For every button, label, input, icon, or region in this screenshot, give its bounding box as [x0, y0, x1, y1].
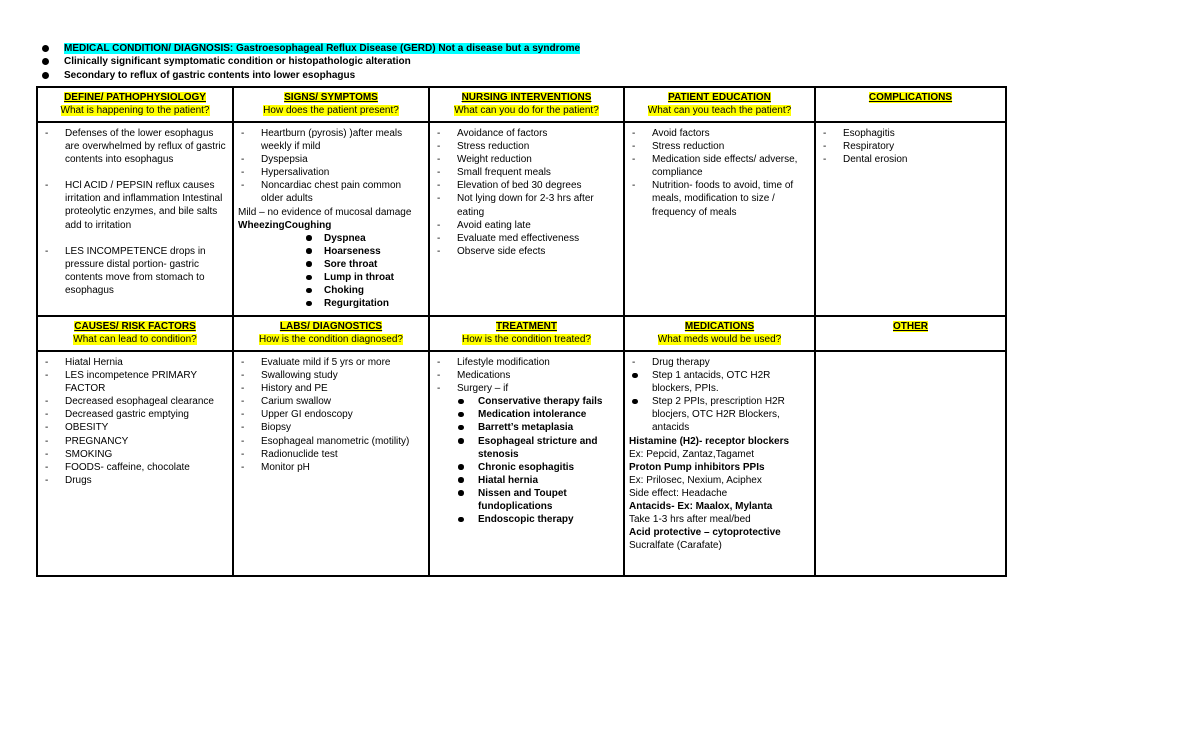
other-body [815, 351, 1006, 576]
acid-protective-title: Acid protective – cytoprotective [629, 527, 781, 539]
list-item: - Drugs [42, 474, 228, 487]
list-item: - Lifestyle modification [434, 356, 619, 369]
nursing-header: NURSING INTERVENTIONS What can you do for the patient? [429, 87, 624, 122]
list-item: - Noncardiac chest pain common older adults [238, 179, 424, 205]
list-item: - Avoid eating late [434, 219, 619, 232]
treatment-header: TREATMENT How is the condition treated? [429, 316, 624, 351]
bullet-item: Dyspnea [238, 232, 424, 245]
list-item: - Dyspepsia [238, 153, 424, 166]
bullet-item: Hoarseness [238, 245, 424, 258]
complications-header: COMPLICATIONS [815, 87, 1006, 122]
signs-header: SIGNS/ SYMPTOMS How does the patient present? [233, 87, 429, 122]
list-item: - Not lying down for 2-3 hrs after eating [434, 192, 619, 218]
causes-header: CAUSES/ RISK FACTORS What can lead to condition? [37, 316, 233, 351]
list-item: - Elevation of bed 30 degrees [434, 179, 619, 192]
list-item: - Heartburn (pyrosis) )after meals weekly if mild [238, 127, 424, 153]
complications-body [815, 122, 1006, 316]
antacids-title: Antacids- Ex: Maalox, Mylanta [629, 501, 773, 513]
define-body [37, 122, 233, 316]
list-item: - Hypersalivation [238, 166, 424, 179]
acid-protective-example: Sucralfate (Carafate) [629, 540, 722, 552]
bullet-item: Lump in throat [238, 271, 424, 284]
header-bullet: Secondary to reflux of gastric contents into lower esophagus [40, 69, 580, 82]
medications-header: MEDICATIONS What meds would be used? [624, 316, 815, 351]
education-header: PATIENT EDUCATION What can you teach the patient? [624, 87, 815, 122]
education-body [624, 122, 815, 316]
bullet-item: Barrett’s metaplasia [434, 421, 619, 434]
labs-body [233, 351, 429, 576]
list-item: - Stress reduction [629, 140, 810, 153]
list-item: - Radionuclide test [238, 448, 424, 461]
ppi-examples: Ex: Prilosec, Nexium, Aciphex [629, 474, 762, 486]
list-item: - Stress reduction [434, 140, 619, 153]
list-item: - Evaluate med effectiveness [434, 232, 619, 245]
bullet-item: Choking [238, 284, 424, 297]
list-item: - Swallowing study [238, 369, 424, 382]
bullet-item: Hiatal hernia [434, 474, 619, 487]
mild-note: Mild – no evidence of mucosal damage [238, 206, 412, 218]
bullet-item: Medication intolerance [434, 408, 619, 421]
signs-body [233, 122, 429, 316]
list-item: - Respiratory [820, 140, 1001, 153]
concept-map-table [36, 86, 1007, 577]
bullet-item: Step 1 antacids, OTC H2R blockers, PPIs. [629, 369, 810, 395]
ppi-title: Proton Pump inhibitors PPIs [629, 461, 765, 473]
list-item: - Hiatal Hernia [42, 356, 228, 369]
list-item: - PREGNANCY [42, 435, 228, 448]
list-item: - Medication side effects/ adverse, compliance [629, 153, 810, 179]
list-item: - Observe side efects [434, 245, 619, 258]
diagnosis-bullet: MEDICAL CONDITION/ DIAGNOSIS: Gastroesophageal Reflux Disease (GERD) Not a disease but a syndrome [40, 42, 580, 55]
list-item: - Esophagitis [820, 127, 1001, 140]
list-item: - FOODS- caffeine, chocolate [42, 461, 228, 474]
list-item: - Surgery – if [434, 382, 619, 395]
causes-body [37, 351, 233, 576]
header-bullet-list [40, 42, 580, 82]
ppi-side-effect: Side effect: Headache [629, 487, 728, 499]
list-item: - Carium swallow [238, 395, 424, 408]
list-item: - Small frequent meals [434, 166, 619, 179]
list-item: - HCl ACID / PEPSIN reflux causes irritation and inflammation Intestinal proteolytic enzymes, and bile salts add to irritation [42, 179, 228, 231]
list-item: - Nutrition- foods to avoid, time of meals, modification to size / frequency of meals [629, 179, 810, 218]
labs-header: LABS/ DIAGNOSTICS How is the condition diagnosed? [233, 316, 429, 351]
list-item: - OBESITY [42, 421, 228, 434]
bullet-item: Conservative therapy fails [434, 395, 619, 408]
bullet-item: Esophageal stricture and stenosis [434, 435, 619, 461]
medications-body [624, 351, 815, 576]
define-header: DEFINE/ PATHOPHYSIOLOGY What is happening to the patient? [37, 87, 233, 122]
bullet-item: Regurgitation [238, 297, 424, 310]
h2-blockers-title: Histamine (H2)- receptor blockers [629, 435, 790, 447]
list-item: - Avoid factors [629, 127, 810, 140]
list-item: - Monitor pH [238, 461, 424, 474]
list-item: - Defenses of the lower esophagus are overwhelmed by reflux of gastric contents into esophagus [42, 127, 228, 166]
bullet-item: Sore throat [238, 258, 424, 271]
list-item: - Decreased esophageal clearance [42, 395, 228, 408]
nursing-body [429, 122, 624, 316]
antacids-note: Take 1-3 hrs after meal/bed [629, 514, 751, 526]
list-item: - Decreased gastric emptying [42, 408, 228, 421]
header-bullet: Clinically significant symptomatic condition or histopathologic alteration [40, 55, 580, 68]
bullet-item: Endoscopic therapy [434, 513, 619, 526]
list-item: - Upper GI endoscopy [238, 408, 424, 421]
wheezing-note: WheezingCoughing [238, 219, 332, 231]
list-item: - Evaluate mild if 5 yrs or more [238, 356, 424, 369]
list-item: - Avoidance of factors [434, 127, 619, 140]
list-item: - Medications [434, 369, 619, 382]
treatment-body [429, 351, 624, 576]
bullet-item: Chronic esophagitis [434, 461, 619, 474]
bullet-item: Step 2 PPIs, prescription H2R blocjers, OTC H2R Blockers, antacids [629, 395, 810, 434]
list-item: - Biopsy [238, 421, 424, 434]
other-header: OTHER [815, 316, 1006, 351]
list-item: - Drug therapy [629, 356, 810, 369]
list-item: - SMOKING [42, 448, 228, 461]
list-item: - Weight reduction [434, 153, 619, 166]
list-item: - LES incompetence PRIMARY FACTOR [42, 369, 228, 395]
list-item: - Dental erosion [820, 153, 1001, 166]
list-item: - LES INCOMPETENCE drops in pressure distal portion- gastric contents move from stomach to esophagus [42, 245, 228, 297]
h2-blockers-examples: Ex: Pepcid, Zantaz,Tagamet [629, 448, 755, 460]
list-item: - Esophageal manometric (motility) [238, 435, 424, 448]
bullet-item: Nissen and Toupet fundoplications [434, 487, 619, 513]
list-item: - History and PE [238, 382, 424, 395]
